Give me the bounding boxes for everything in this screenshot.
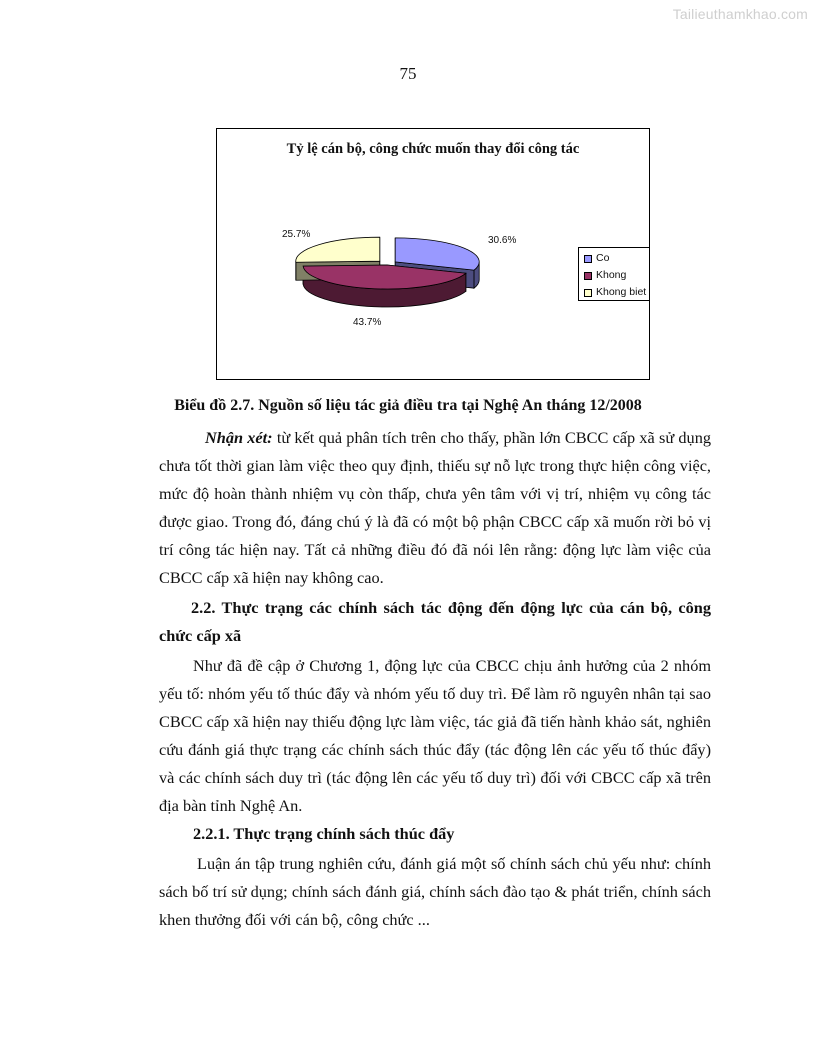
remark-lead: Nhận xét: — [205, 428, 273, 447]
legend-label-khong-biet: Khong biet — [596, 286, 647, 298]
watermark: Tailieuthamkhao.com — [672, 6, 808, 22]
section-paragraph: Như đã đề cập ở Chương 1, động lực của CBCC chịu ảnh hưởng của 2 nhóm yếu tố: nhóm yếu tố thúc đẩy và nhóm yếu tố duy trì. Để làm rõ nguyên nhân tại sao CBCC cấp xã hiện nay thiếu động lực làm việc, tác giả đã tiến hành khảo sát, nghiên cứu đánh giá thực trạng các chính sách thúc đẩy (tác động lên các yếu tố thúc đẩy) và các chính sách duy trì (tác động lên các yếu tố duy trì) đối với CBCC cấp xã trên địa bàn tỉnh Nghệ An. — [159, 656, 711, 815]
legend-swatch-khong — [584, 272, 592, 280]
remark-paragraph — [159, 424, 711, 592]
chart-legend — [578, 247, 650, 301]
chart-caption: Biểu đồ 2.7. Nguồn số liệu tác giả điều tra tại Nghệ An tháng 12/2008 — [174, 397, 642, 414]
pie-label-khong: 43.7% — [353, 317, 382, 328]
pie-chart — [216, 128, 650, 380]
page-number: 75 — [399, 64, 417, 83]
legend-item-khong — [584, 267, 649, 284]
pie-label-khong-biet: 25.7% — [282, 229, 311, 240]
legend-item-co — [584, 250, 649, 267]
legend-swatch-khong-biet — [584, 289, 592, 297]
section-heading: 2.2. Thực trạng các chính sách tác động đến động lực của cán bộ, công chức cấp xã — [159, 598, 711, 645]
remark-text: từ kết quả phân tích trên cho thấy, phần lớn CBCC cấp xã sử dụng chưa tốt thời gian làm việc theo quy định, thiếu sự nỗ lực trong thực hiện công việc, mức độ hoàn thành nhiệm vụ còn thấp, chưa yên tâm với vị trí, nhiệm vụ công tác được giao. Trong đó, đáng chú ý là đã có một bộ phận CBCC cấp xã muốn rời bỏ vị trí công tác hiện nay. Tất cả những điều đó đã nói lên rằng: động lực làm việc của CBCC cấp xã hiện nay không cao. — [159, 428, 711, 587]
pie-label-co: 30.6% — [488, 235, 517, 246]
subsection-paragraph: Luận án tập trung nghiên cứu, đánh giá một số chính sách chủ yếu như: chính sách bố trí sử dụng; chính sách đánh giá, chính sách đào tạo & phát triển, chính sách khen thưởng đối với cán bộ, công chức ... — [159, 854, 711, 929]
legend-swatch-co — [584, 255, 592, 263]
legend-label-khong: Khong — [596, 269, 627, 281]
subsection-heading: 2.2.1. Thực trạng chính sách thúc đẩy — [193, 824, 455, 843]
legend-label-co: Co — [596, 252, 610, 264]
pie-slice-khong-biet — [296, 237, 380, 262]
legend-item-khong-biet — [584, 284, 649, 301]
chart-title: Tỷ lệ cán bộ, công chức muốn thay đổi công tác — [286, 141, 580, 157]
